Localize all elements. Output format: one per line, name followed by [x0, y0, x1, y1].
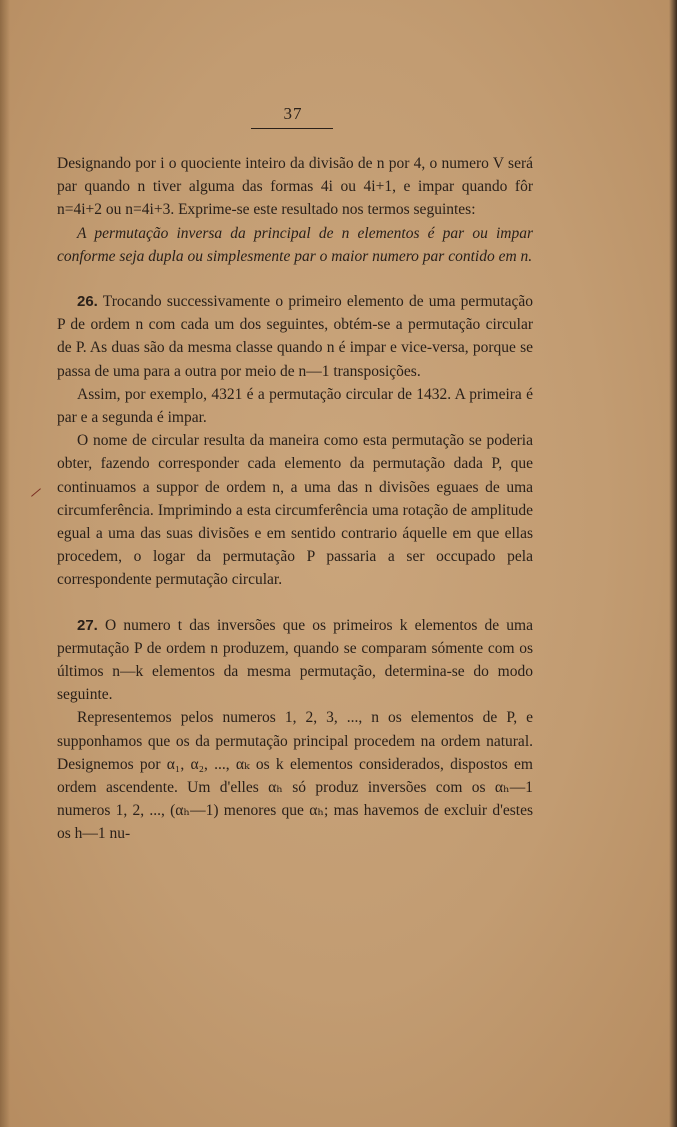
paragraph-26-example: Assim, por exemplo, 4321 é a permutação circular de 1432. A primeira é par e a segunda é impar. [57, 385, 533, 427]
body-text [57, 152, 533, 846]
section-27-text: O numero t das inversões que os primeiros k elementos de uma permutação P de ordem n produzem, quando se comparam sómente com os últimos n—k elementos da mesma permutação, determina-se do modo seguinte. [57, 616, 533, 704]
header-rule [251, 128, 333, 129]
paragraph-intro: Designando por i o quociente inteiro da divisão de n por 4, o numero V será par quando n tiver alguma das formas 4i ou 4i+1, e impar quando fôr n=4i+2 ou n=4i+3. Exprime-se este resultado nos termos seguintes: [57, 155, 533, 219]
page-number: 37 [283, 104, 303, 123]
paragraph-27-representation: Representemos pelos numeros 1, 2, 3, ..., n os elementos de P, e supponhamos que os da permutação principal procedem na ordem natural. Designemos por α₁, α₂, ..., αₖ os k elementos considerados, dispostos em ordem ascendente. Um d'elles αₕ só produz inversões com os αₕ—1 numeros 1, 2, ..., (αₕ—1) menores que αₕ; mas havemos de excluir d'estes os h—1 nu- [57, 709, 533, 843]
section-number: 26. [77, 293, 98, 311]
section-26-text: Trocando successivamente o primeiro elemento de uma permutação P de ordem n com cada um dos seguintes, obtém-se a permutação circular de P. As duas são da mesma classe quando n é impar e vice-versa, porque se passa de uma para a outra por meio de n—1 transposições. [57, 293, 533, 380]
section-27 [57, 614, 533, 707]
section-number: 27. [77, 616, 98, 634]
pencil-mark [31, 488, 41, 496]
section-26 [57, 290, 533, 383]
paragraph-26-circular: O nome de circular resulta da maneira como esta permutação se poderia obter, fazendo corresponder cada elemento da permutação dada P, que continuamos a suppor de ordem n, a uma das n divisões eguaes de uma circumferência. Imprimindo a esta circumferência uma rotação de amplitude egual a uma das suas divisões e em sentido contrario áquelle em que ellas procedem, o logar da permutação P passaria a ser occupado pela correspondente permutação circular. [57, 432, 533, 589]
theorem-statement: A permutação inversa da principal de n elementos é par ou impar conforme seja dupla ou simplesmente par o maior numero par contido em n. [57, 224, 533, 265]
